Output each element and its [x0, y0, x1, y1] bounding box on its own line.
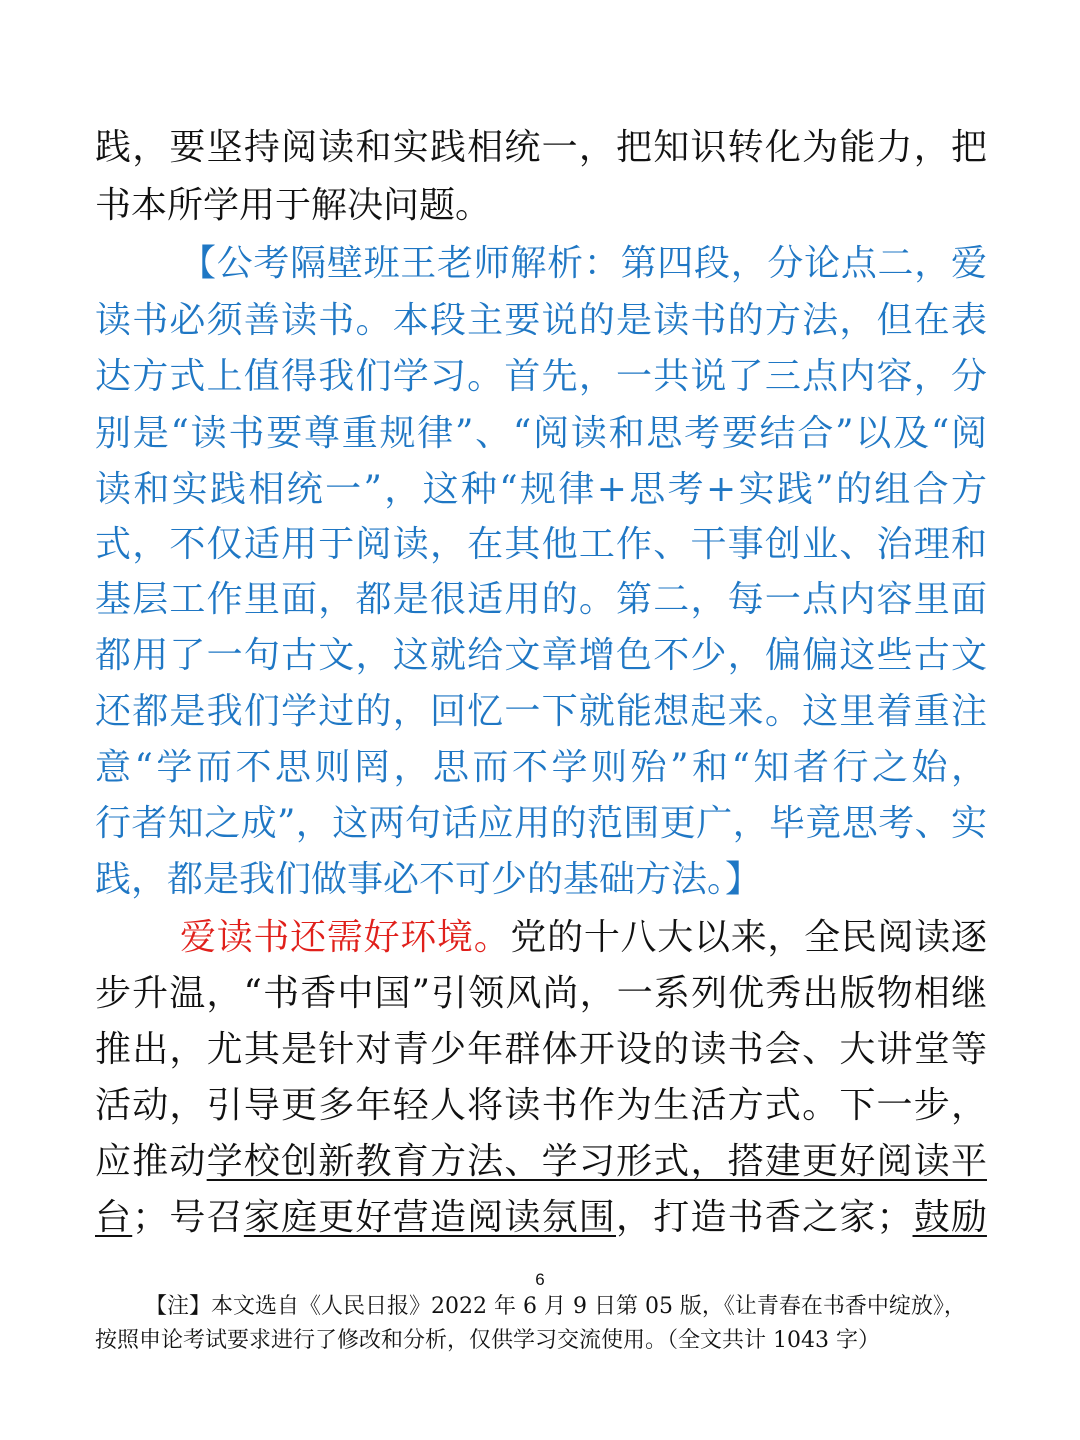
body-text-line: 践，要坚持阅读和实践相统一，把知识转化为能力，把	[95, 127, 987, 168]
body-text-line: 活动，引导更多年轻人将读书作为生活方式。下一步，	[95, 1085, 987, 1126]
body-text-line: 书本所学用于解决问题。	[95, 185, 492, 226]
underlined-text: 鼓励	[912, 1197, 987, 1238]
body-text-line: 步升温，“书香中国”引领风尚，一系列优秀出版物相继	[95, 973, 987, 1014]
analysis-line: 践，都是我们做事必不可少的基础方法。】	[95, 859, 762, 900]
page-number: 6	[535, 1270, 545, 1289]
section-heading: 爱读书还需好环境。	[180, 917, 511, 958]
body-text: ，打造书香之家；	[616, 1197, 913, 1238]
body-text: 应推动	[95, 1141, 207, 1182]
analysis-line: 基层工作里面，都是很适用的。第二，每一点内容里面	[95, 579, 987, 620]
analysis-line: 【公考隔壁班王老师解析：第四段，分论点二，爱	[180, 243, 987, 284]
underlined-text: 学校创新教育方法、学习形式，搭建更好阅读平	[206, 1141, 987, 1182]
analysis-line: 意“学而不思则罔，思而不学则殆”和“知者行之始，	[95, 747, 987, 788]
analysis-line: 行者知之成”，这两句话应用的范围更广，毕竟思考、实	[95, 803, 987, 844]
body-text: ；号召	[132, 1197, 244, 1238]
footnote-line: 按照申论考试要求进行了修改和分析，仅供学习交流使用。（全文共计 1043 字）	[95, 1328, 880, 1353]
analysis-line: 还都是我们学过的，回忆一下就能想起来。这里着重注	[95, 691, 987, 732]
analysis-line: 达方式上值得我们学习。首先，一共说了三点内容，分	[95, 356, 987, 397]
body-text-line	[95, 1192, 987, 1244]
body-text-line	[95, 1136, 987, 1188]
underlined-text: 家庭更好营造阅读氛围	[243, 1197, 617, 1238]
analysis-line: 别是“读书要尊重规律”、“阅读和思考要结合”以及“阅	[95, 413, 987, 454]
analysis-line: 式，不仅适用于阅读，在其他工作、干事创业、治理和	[95, 524, 987, 565]
footnote-line: 【注】本文选自《人民日报》2022 年 6 月 9 日第 05 版，《让青春在书香中绽放》，	[145, 1294, 966, 1319]
underlined-text: 台	[95, 1197, 133, 1238]
analysis-line: 读和实践相统一”，这种“规律+思考+实践”的组合方	[95, 469, 987, 510]
analysis-line: 都用了一句古文，这就给文章增色不少，偏偏这些古文	[95, 635, 987, 676]
section-first-line	[180, 912, 987, 964]
body-text-line: 推出，尤其是针对青少年群体开设的读书会、大讲堂等	[95, 1029, 987, 1070]
body-text: 党的十八大以来，全民阅读逐	[510, 917, 987, 958]
analysis-line: 读书必须善读书。本段主要说的是读书的方法，但在表	[95, 300, 987, 341]
